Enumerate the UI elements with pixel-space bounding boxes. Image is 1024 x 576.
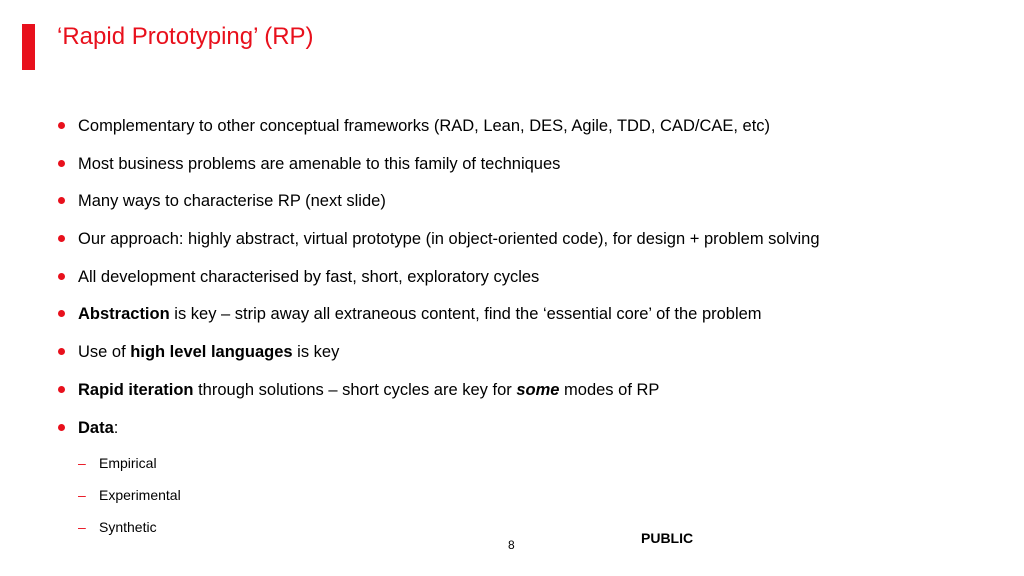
bullet-item: [57, 415, 984, 453]
bullet-dot-icon: [58, 273, 65, 280]
dash-icon: –: [78, 519, 86, 536]
bullet-text: [78, 343, 339, 361]
bullet-rest-text: is key: [292, 343, 340, 362]
bullet-text: [78, 381, 659, 399]
bullet-tail-text: modes of RP: [559, 380, 660, 399]
slide-title: ‘Rapid Prototyping’ (RP): [57, 23, 314, 50]
bullet-text: Many ways to characterise RP (next slide): [78, 192, 386, 211]
bullet-pre-text: Use of: [78, 343, 131, 362]
bullet-item: [57, 301, 984, 339]
bullet-dot-icon: [58, 160, 65, 167]
bullet-dot-icon: [58, 348, 65, 355]
bullet-bold-text: Rapid iteration: [78, 380, 194, 399]
bullet-bold-text: Data: [78, 418, 114, 437]
bullet-list: [57, 113, 984, 548]
sub-bullet-text: Synthetic: [99, 519, 157, 536]
bullet-rest-text: through solutions – short cycles are key for: [193, 380, 517, 399]
bullet-dot-icon: [58, 235, 65, 242]
bullet-text: All development characterised by fast, short, exploratory cycles: [78, 267, 540, 286]
bullet-item: [57, 151, 984, 189]
classification-label: PUBLIC: [641, 530, 694, 546]
sub-bullet-text: Empirical: [99, 455, 157, 472]
bullet-dot-icon: [58, 386, 65, 393]
bullet-bold-text: high level languages: [130, 343, 293, 362]
bullet-item: [57, 377, 984, 415]
title-accent-bar: [22, 24, 35, 70]
bullet-text: Most business problems are amenable to this family of techniques: [78, 154, 561, 173]
bullet-rest-text: is key – strip away all extraneous content, find the ‘essential core’ of the problem: [169, 305, 762, 324]
bullet-item: [57, 113, 984, 151]
bullet-item: [57, 188, 984, 226]
sub-bullet-item: [57, 484, 984, 516]
sub-bullet-text: Experimental: [99, 487, 181, 504]
bullet-bold-text: Abstraction: [78, 305, 170, 324]
dash-icon: –: [78, 487, 86, 504]
dash-icon: –: [78, 455, 86, 472]
bullet-rest-text: :: [113, 418, 119, 437]
bullet-item: [57, 264, 984, 302]
sub-bullet-item: [57, 452, 984, 484]
page-number: 8: [508, 538, 515, 552]
bullet-dot-icon: [58, 122, 65, 129]
bullet-text: Our approach: highly abstract, virtual prototype (in object-oriented code), for design + problem solving: [78, 230, 820, 249]
bullet-bold-italic-text: some: [516, 380, 560, 399]
bullet-item: [57, 226, 984, 264]
bullet-text: Complementary to other conceptual frameworks (RAD, Lean, DES, Agile, TDD, CAD/CAE, etc): [78, 117, 771, 135]
bullet-dot-icon: [58, 197, 65, 204]
bullet-item: [57, 339, 984, 377]
bullet-dot-icon: [58, 424, 65, 431]
bullet-text: [78, 419, 118, 437]
sub-bullet-item: [57, 516, 984, 548]
bullet-dot-icon: [58, 310, 65, 317]
bullet-text: [78, 305, 762, 323]
